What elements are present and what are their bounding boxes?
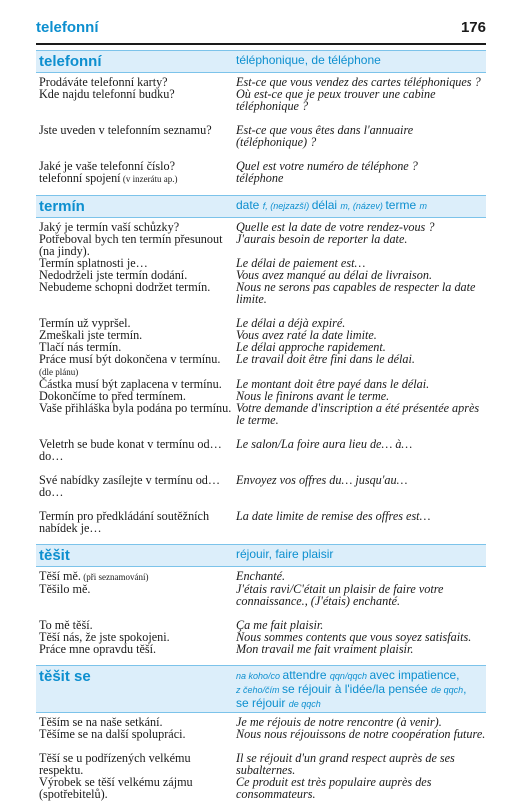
czech-phrase: To mě těší.: [39, 618, 93, 632]
running-head-word: telefonní: [36, 19, 99, 36]
french-phrase: Envoyez vos offres du… jusqu'au…: [236, 473, 408, 487]
czech-phrase: Výrobek se těší velkému zájmu (spotřebitelů).: [39, 775, 193, 801]
czech-phrase: Práce musí být dokončena v termínu. (dle plánu): [39, 352, 221, 377]
headword-translation: réjouir, faire plaisir: [236, 547, 334, 561]
french-phrase: Vous avez raté la date limite.: [236, 328, 377, 342]
french-phrase: Enchanté.: [236, 569, 286, 583]
phrase-row: [36, 281, 486, 305]
header-rule: [36, 43, 486, 45]
phrase-row: [36, 583, 486, 607]
czech-phrase: Tlačí nás termín.: [39, 340, 122, 354]
entry-headword-band: [36, 195, 486, 218]
headword: těšit se: [39, 668, 91, 685]
czech-phrase: Své nabídky zasílejte v termínu od… do…: [39, 473, 221, 499]
french-phrase: Le montant doit être payé dans le délai.: [236, 377, 430, 391]
czech-phrase: Jaký je termín vaší schůzky?: [39, 220, 180, 234]
czech-phrase: Částka musí být zaplacena v termínu.: [39, 377, 222, 391]
page-number: 176: [460, 19, 486, 36]
czech-phrase: Těšilo mě.: [39, 582, 91, 596]
czech-phrase: Těší se u podřízených velkému respektu.: [39, 751, 191, 777]
phrase-row: [36, 124, 486, 148]
phrase-row: [36, 510, 486, 534]
usage-note: (v inzerátu ap.): [120, 174, 178, 184]
headword-translation: date f, (nejzazší) délai m, (název) terme m: [236, 198, 427, 212]
french-phrase: Le délai a déjà expiré.: [236, 316, 346, 330]
french-phrase: Votre demande d'inscription a été présentée après le terme.: [236, 401, 480, 427]
french-phrase: Est-ce que vous vendez des cartes téléphoniques ?: [236, 75, 481, 89]
french-phrase: Est-ce que vous êtes dans l'annuaire (téléphonique) ?: [236, 123, 414, 149]
entry-headword-band: [36, 665, 486, 713]
french-phrase: Le salon/La foire aura lieu de… à…: [236, 437, 413, 451]
french-phrase: Nous ne serons pas capables de respecter la date limite.: [236, 280, 476, 306]
czech-phrase: telefonní spojení (v inzerátu ap.): [39, 171, 178, 185]
french-phrase: Le délai approche rapidement.: [236, 340, 386, 354]
headword: termín: [39, 198, 85, 215]
czech-phrase: Kde najdu telefonní budku?: [39, 87, 175, 101]
phrase-row: [36, 474, 486, 498]
czech-phrase: Termín pro předkládání soutěžních nabídek je…: [39, 509, 210, 535]
phrase-row: [36, 643, 486, 655]
french-phrase: La date limite de remise des offres est…: [236, 509, 431, 523]
czech-phrase: Jste uveden v telefonním seznamu?: [39, 123, 212, 137]
french-phrase: J'aurais besoin de reporter la date.: [236, 232, 408, 246]
czech-phrase: Zmeškali jste termín.: [39, 328, 143, 342]
phrase-row: [36, 752, 486, 776]
czech-phrase: Nedodrželi jste termín dodání.: [39, 268, 188, 282]
entry-section: [36, 50, 486, 185]
french-phrase: Nous nous réjouissons de notre coopération future.: [236, 727, 486, 741]
czech-phrase: Těší mě. (při seznamování): [39, 569, 149, 583]
phrase-row: [36, 438, 486, 462]
czech-phrase: Těšíme se na další spolupráci.: [39, 727, 186, 741]
phrase-row: [36, 88, 486, 112]
entry-headword-band: [36, 544, 486, 567]
czech-phrase: Těší nás, že jste spokojeni.: [39, 630, 170, 644]
french-phrase: Quel est votre numéro de téléphone ?: [236, 159, 418, 173]
entry-headword-band: [36, 50, 486, 73]
headword-translation: téléphonique, de téléphone: [236, 53, 381, 67]
phrase-row: [36, 233, 486, 257]
czech-phrase: Těším se na naše setkání.: [39, 715, 163, 729]
czech-phrase: Termín splatnosti je…: [39, 256, 148, 270]
section-spacer: [36, 804, 486, 810]
page-header: [0, 0, 522, 46]
czech-phrase: Práce mne opravdu těší.: [39, 642, 157, 656]
french-phrase: Mon travail me fait vraiment plaisir.: [236, 642, 414, 656]
french-phrase: Nous sommes contents que vous soyez satisfaits.: [236, 630, 472, 644]
czech-phrase: Termín už vypršel.: [39, 316, 131, 330]
phrase-row: [36, 728, 486, 740]
czech-phrase: Potřeboval bych ten termín přesunout (na jindy).: [39, 232, 223, 258]
usage-note: (při seznamování): [80, 572, 149, 582]
french-phrase: Il se réjouit d'un grand respect auprès de ses subalternes.: [236, 751, 455, 777]
french-phrase: Le travail doit être fini dans le délai.: [236, 352, 415, 366]
entry-section: [36, 665, 486, 800]
french-phrase: Ce produit est très populaire auprès des consommateurs.: [236, 775, 432, 801]
czech-phrase: Jaké je vaše telefonní číslo?: [39, 159, 176, 173]
phrase-row: [36, 402, 486, 426]
czech-phrase: Dokončíme to před termínem.: [39, 389, 186, 403]
french-phrase: Vous avez manqué au délai de livraison.: [236, 268, 432, 282]
headword: telefonní: [39, 53, 102, 70]
czech-phrase: Prodáváte telefonní karty?: [39, 75, 168, 89]
french-phrase: Le délai de paiement est…: [236, 256, 366, 270]
czech-phrase: Nebudeme schopni dodržet termín.: [39, 280, 211, 294]
czech-phrase: Veletrh se bude konat v termínu od… do…: [39, 437, 222, 463]
french-phrase: Nous le finirons avant le terme.: [236, 389, 390, 403]
headword: těšit: [39, 547, 70, 564]
french-phrase: Quelle est la date de votre rendez-vous ?: [236, 220, 435, 234]
entry-section: [36, 544, 486, 655]
french-phrase: Où est-ce que je peux trouver une cabine téléphonique ?: [236, 87, 436, 113]
french-phrase: J'étais ravi/C'était un plaisir de faire votre connaissance., (J'étais) enchanté.: [236, 582, 444, 608]
french-phrase: téléphone: [236, 171, 284, 185]
french-phrase: Je me réjouis de notre rencontre (à venir).: [236, 715, 442, 729]
french-phrase: Ça me fait plaisir.: [236, 618, 324, 632]
headword-translation: na koho/co attendre qqn/qqch avec impatience, z čeho/čím se réjouir à l'idée/la pensée de qqch, se réjouir de qqch: [236, 668, 467, 710]
usage-note: (dle plánu): [39, 367, 79, 377]
phrase-row: [36, 353, 486, 378]
phrase-row: [36, 172, 486, 185]
czech-phrase: Vaše přihláška byla podána po termínu.: [39, 401, 232, 415]
phrase-row: [36, 776, 486, 800]
dictionary-content: [36, 50, 486, 810]
entry-section: [36, 195, 486, 534]
